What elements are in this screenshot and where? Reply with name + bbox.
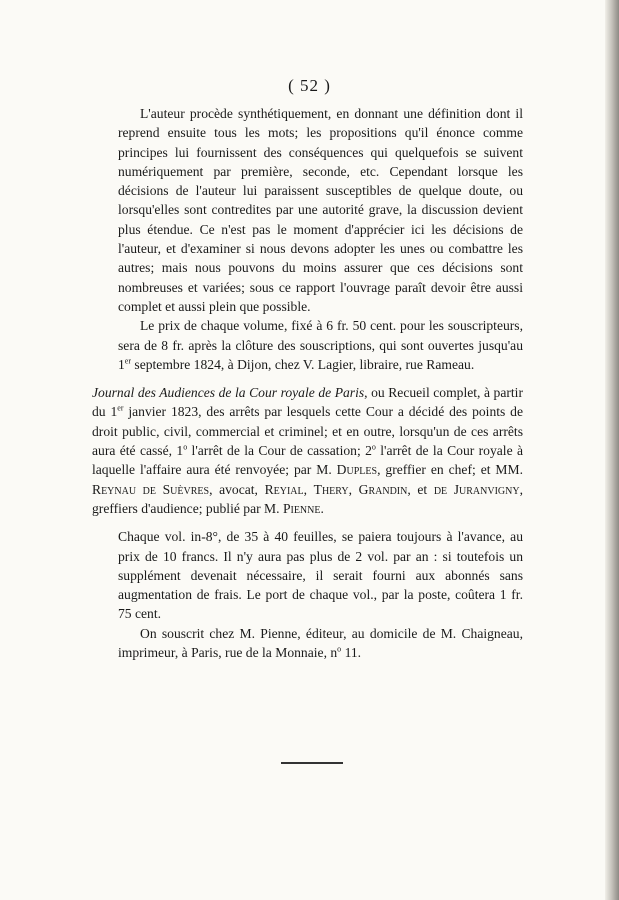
paragraph-4: Chaque vol. in-8°, de 35 à 40 feuilles, se paiera toujours à l'avance, au prix de 10 francs. Il n'y aura pas plus de 2 vol. par an : si toutefois un supplément devenait nécessaire, il serait fourni aux abonnés sans augmentation de frais. Le port de chaque vol., par la poste, coûtera 1 fr. 75 cent.: [118, 529, 523, 622]
closing-rule: [281, 762, 343, 764]
paragraph-5: On souscrit chez M. Pienne, éditeur, au domicile de M. Chaigneau, imprimeur, à Paris, rue de la Monnaie, $n^o$ 11.: [118, 625, 523, 661]
journal-title: Journal des Audiences de la Cour royale de Paris: [92, 385, 365, 401]
page-body: [92, 104, 524, 662]
page-number: ( 52 ): [288, 76, 331, 95]
paragraph-1: L'auteur procède synthétiquement, en donnant une définition dont il reprend ensuite tous les mots; les propositions qu'il énonce comme principes lui fournissent des conséquences qui quelquefois se suivent numériquement par première, seconde, etc. Cependant lorsque les décisions de l'auteur lui paraissent susceptibles de quelque doute, ou lorsqu'elles sont contredites par une autorité grave, la discussion devient plus étendue. Ce n'est pas le moment d'apprécier ici les décisions de l'auteur, et d'examiner si nous devons adopter les unes ou combattre les autres; mais nous pouvons du moins assurer que ces décisions sont nombreuses et variées; sous ce rapport l'ouvrage paraît devoir être aussi complet et aussi plein que possible.: [118, 106, 523, 314]
paragraph-3-journal-notice: Journal des Audiences de la Cour royale de Paris, ou Recueil complet, à partir du 1er janvier 1823, des arrêts par lesquels cette Cour a décidé des points de droit public, civil, commercial et criminel; et en outre, lorsqu'un de ces arrêts aura été cassé, 1$^o$ l'arrêt de la Cour de cassation; 2$^o$ l'arrêt de la Cour royale à laquelle l'affaire aura été renvoyée; par M. Duples, greffier en chef; et MM. Reynau de Suèvres, avocat, Reyial, Thery, Grandin, et de Juranvigny, greffiers d'audience; publié par M. Pienne.: [92, 385, 524, 516]
paragraph-2: Le prix de chaque volume, fixé à 6 fr. 50 cent. pour les souscripteurs, sera de 8 fr. après la clôture des souscriptions, qui sont ouvertes jusqu'au 1er septembre 1824, à Dijon, chez V. Lagier, libraire, rue Rameau.: [118, 318, 523, 372]
page-edge-shadow: [605, 0, 619, 900]
